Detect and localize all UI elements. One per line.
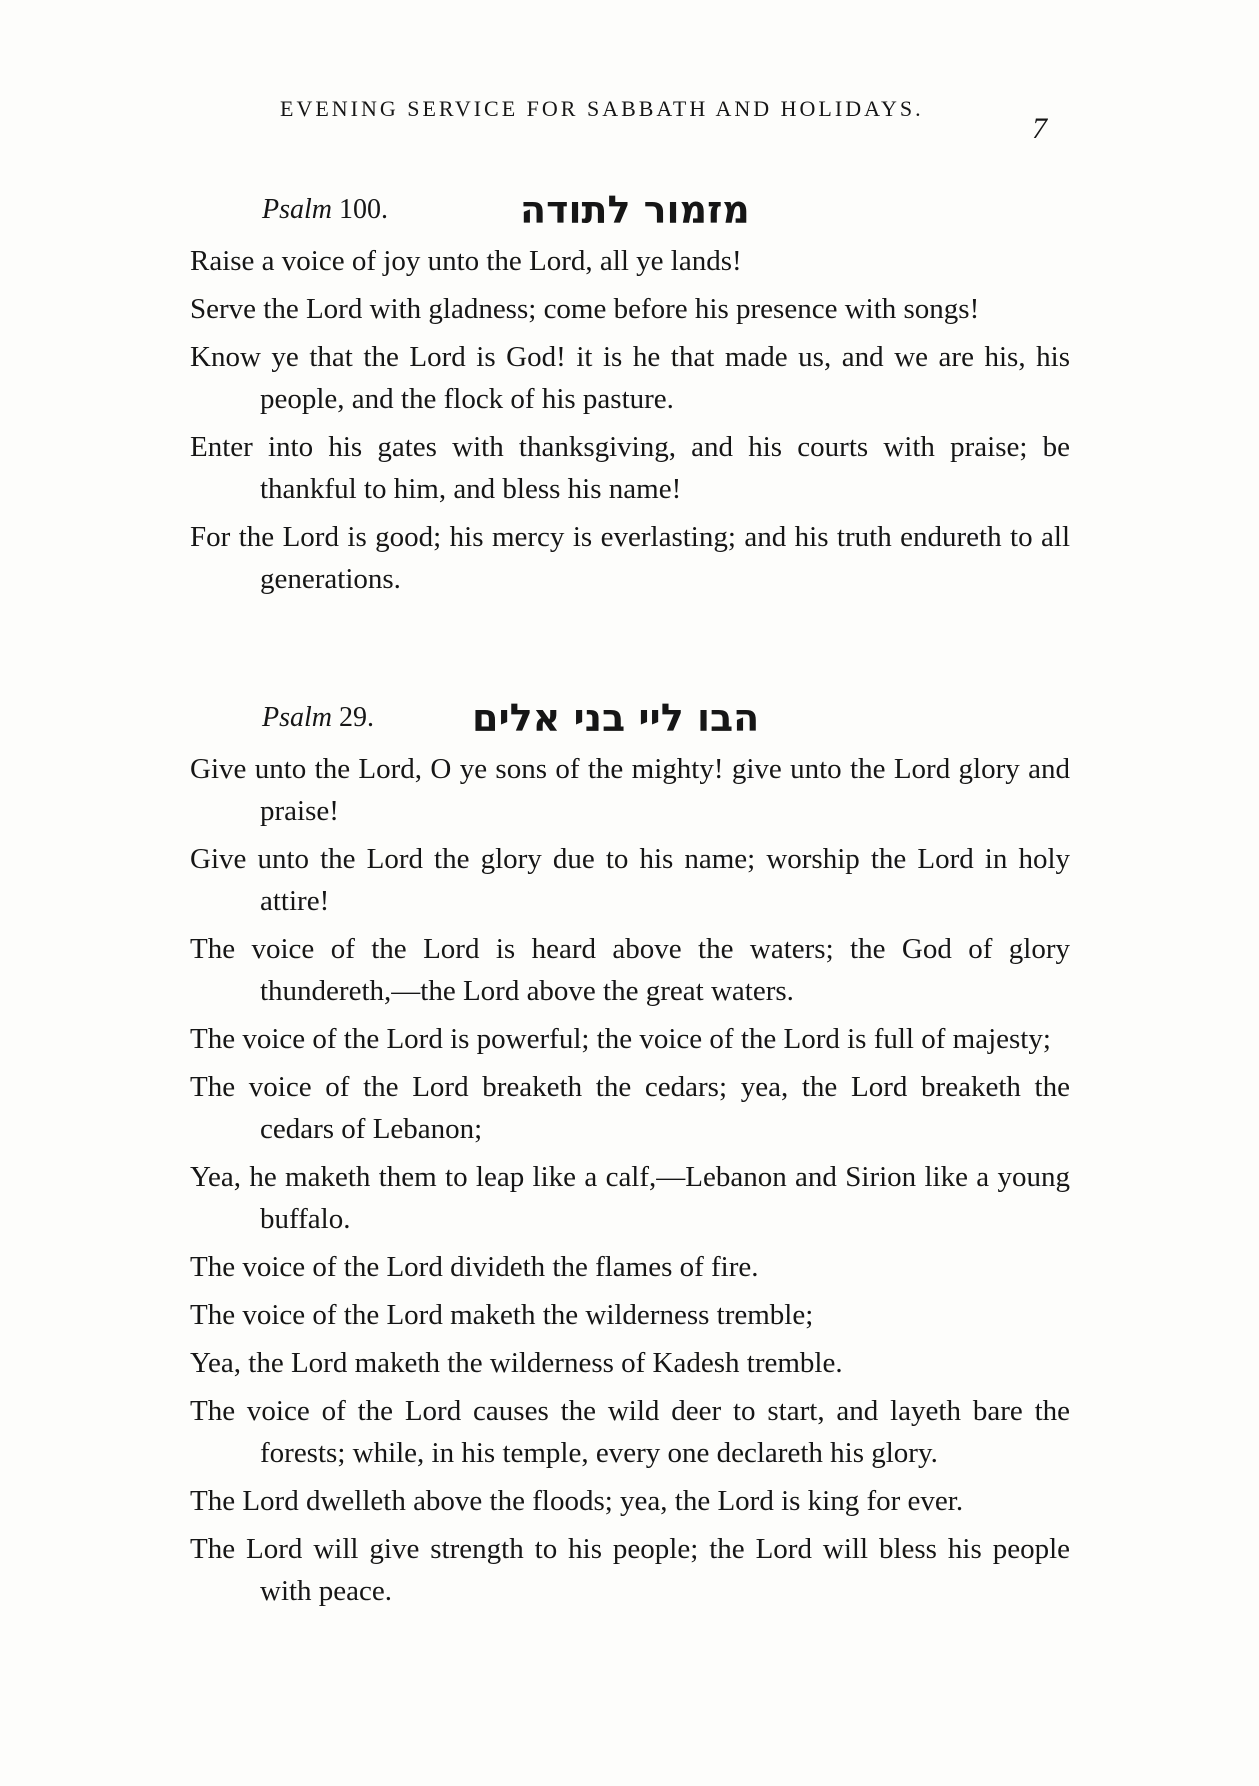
verse: The voice of the Lord divideth the flames of fire.: [190, 1251, 759, 1283]
verse: The voice of the Lord causes the wild deer to start, and layeth bare the forests; while, in his temple, every one declareth his glory.: [190, 1395, 1070, 1469]
verse: The voice of the Lord is powerful; the voice of the Lord is full of majesty;: [190, 1023, 1051, 1055]
psalm-29-label-number: 29.: [339, 702, 374, 733]
psalm-100-label-number: 100.: [339, 194, 388, 225]
verse: The Lord dwelleth above the floods; yea, the Lord is king for ever.: [190, 1485, 964, 1517]
running-title: EVENING SERVICE FOR SABBATH AND HOLIDAYS.: [280, 96, 924, 121]
verse: Raise a voice of joy unto the Lord, all ye lands!: [190, 245, 742, 277]
psalm-29-label: [262, 702, 374, 734]
psalm-29-label-word: Psalm: [262, 702, 332, 733]
psalm-100-heading: [262, 182, 782, 232]
verse: Give unto the Lord, O ye sons of the mighty! give unto the Lord glory and praise!: [190, 753, 1070, 827]
psalm-100-label: [262, 194, 388, 226]
verse: The voice of the Lord breaketh the cedars; yea, the Lord breaketh the cedars of Lebanon;: [190, 1071, 1070, 1145]
psalm-29-verses: [190, 748, 1070, 1618]
psalm-100-verses: [190, 240, 1070, 606]
psalm-29-hebrew-title: הבו ליי בני אלים: [472, 696, 760, 740]
verse: Enter into his gates with thanksgiving, and his courts with praise; be thankful to him, and bless his name!: [190, 431, 1070, 505]
verse: Yea, the Lord maketh the wilderness of Kadesh tremble.: [190, 1347, 843, 1379]
verse: The voice of the Lord maketh the wilderness tremble;: [190, 1299, 814, 1331]
psalm-100-hebrew-title: מזמור לתודה: [520, 188, 750, 232]
verse: The voice of the Lord is heard above the waters; the God of glory thundereth,—the Lord above the great waters.: [190, 933, 1070, 1007]
verse: The Lord will give strength to his people; the Lord will bless his people with peace.: [190, 1533, 1070, 1607]
psalm-100-label-word: Psalm: [262, 194, 332, 225]
psalm-29-heading: [262, 690, 782, 740]
verse: Give unto the Lord the glory due to his name; worship the Lord in holy attire!: [190, 843, 1070, 917]
page-number: 7: [1032, 112, 1047, 145]
verse: Serve the Lord with gladness; come before his presence with songs!: [190, 293, 980, 325]
verse: Yea, he maketh them to leap like a calf,—Lebanon and Sirion like a young buffalo.: [190, 1161, 1070, 1235]
verse: Know ye that the Lord is God! it is he that made us, and we are his, his people, and the flock of his pasture.: [190, 341, 1070, 415]
verse: For the Lord is good; his mercy is everlasting; and his truth endureth to all generations.: [190, 521, 1070, 595]
